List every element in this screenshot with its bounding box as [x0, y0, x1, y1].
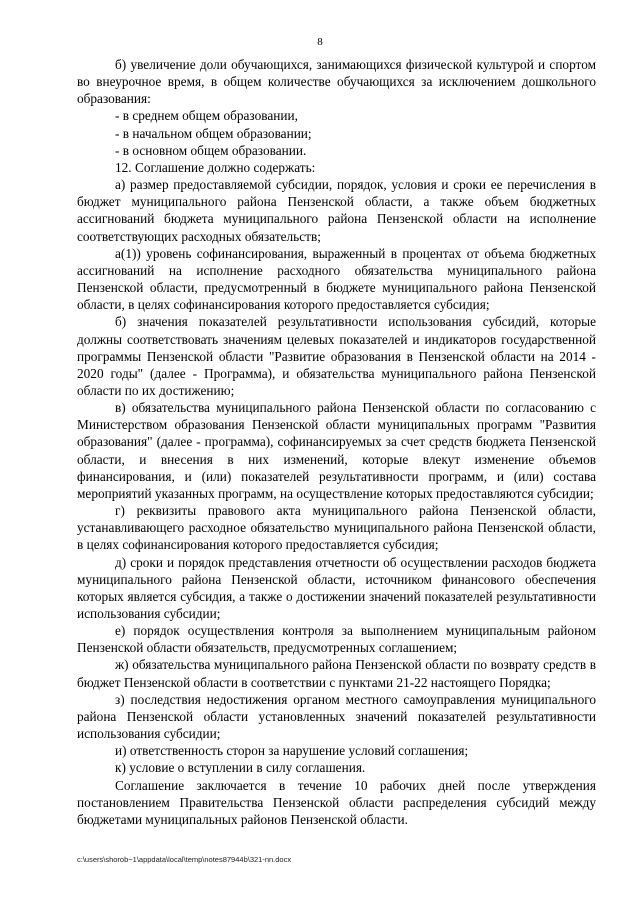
paragraph-d: д) сроки и порядок представления отчетности об осуществлении расходов бюджета муниципального района Пензенской области, источником финансового обеспечения которых является субсидия, а также о достижении значений показателей результативности использования субсидии; — [77, 554, 596, 621]
page-number: 8 — [317, 36, 323, 48]
list-item-basic: - в основном общем образовании. — [115, 142, 307, 158]
document-body — [77, 56, 596, 828]
paragraph-agreement-term: Соглашение заключается в течение 10 рабочих дней после утверждения постановлением Правительства Пензенской области распределения субсидий между бюджетами муниципальных районов Пензенской области. — [77, 777, 596, 827]
paragraph-i: и) ответственность сторон за нарушение условий соглашения; — [115, 743, 469, 759]
paragraph-12-heading: 12. Соглашение должно содержать: — [115, 159, 316, 175]
paragraph-a: а) размер предоставляемой субсидии, порядок, условия и сроки ее перечисления в бюджет муниципального района Пензенской области, а также объем бюджетных ассигнований бюджета муниципального района Пензенской области на исполнение соответствующих расходных обязательств; — [77, 177, 596, 244]
paragraph-g: г) реквизиты правового акта муниципального района Пензенской области, устанавливающего расходное обязательство муниципального района Пензенской области, в целях софинансирования которого предоставляется субсидия; — [77, 503, 596, 553]
paragraph-k: к) условие о вступлении в силу соглашения. — [115, 760, 366, 776]
paragraph-b-share-students: б) увеличение доли обучающихся, занимающихся физической культурой и спортом во внеурочное время, в общем количестве обучающихся за исключением дошкольного образования: — [77, 57, 596, 107]
paragraph-a1: а(1)) уровень софинансирования, выраженный в процентах от объема бюджетных ассигнований на исполнение расходного обязательства муниципального района Пензенской области, предусмотренный в бюджете муниципального района Пензенской области, в целях софинансирования которого предоставляется субсидия; — [77, 245, 596, 313]
paragraph-zh: ж) обязательства муниципального района Пензенской области по возврату средств в бюджет Пензенской области в соответствии с пунктами 21-22 настоящего Порядка; — [77, 657, 596, 690]
paragraph-v: в) обязательства муниципального района Пензенской области по согласованию с Министерством образования Пензенской области муниципальных программ "Развития образования" (далее - программа), софинансируемых за счет средств бюджета Пензенской области, и внесения в них изменений, которые влекут изменение объемов финансирования, и (или) показателей результативности программ, и (или) состава мероприятий указанных программ, на осуществление которых предоставляются субсидии; — [77, 400, 596, 501]
list-item-primary: - в начальном общем образовании; — [115, 125, 312, 141]
paragraph-e: е) порядок осуществления контроля за выполнением муниципальным районом Пензенской области обязательств, предусмотренных соглашением; — [77, 623, 596, 656]
paragraph-z: з) последствия недостижения органом местного самоуправления муниципального района Пензенской области установленных значений показателей результативности использования субсидии; — [77, 691, 596, 742]
footer-file-path: c:\users\shorob~1\appdata\local\temp\notes87944b\321-nn.docx — [77, 855, 292, 864]
paragraph-b: б) значения показателей результативности использования субсидий, которые должны соответствовать значениям целевых показателей и индикаторов государственной программы Пензенской области "Развитие образования в Пензенской области на 2014 - 2020 годы" (далее - Программа), и обязательства муниципального района Пензенской области по их достижению; — [77, 314, 596, 398]
list-item-secondary: - в среднем общем образовании, — [115, 108, 298, 124]
